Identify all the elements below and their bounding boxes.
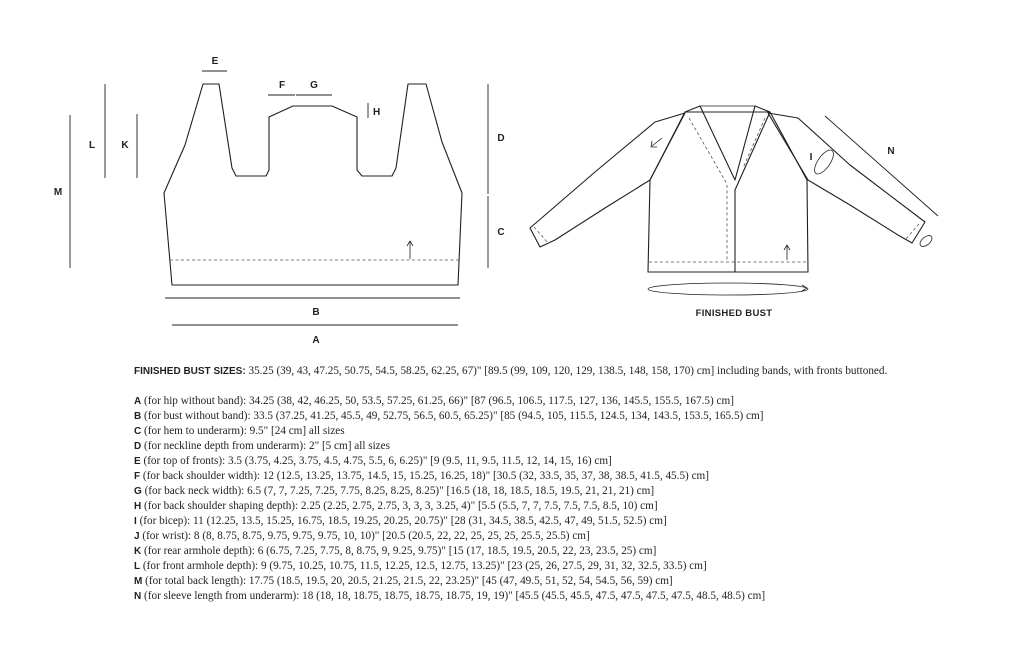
right-cuff-line bbox=[905, 224, 919, 240]
measurement-b bbox=[134, 409, 1014, 424]
measurement-text: (for total back length): 17.75 (18.5, 19.5, 20, 20.5, 21.25, 21.5, 22, 23.25)" [45 (47, 49.5, 51, 52, 54, 54.5, 56, 59) cm] bbox=[145, 575, 673, 587]
measurement-text: (for front armhole depth): 9 (9.75, 10.25, 10.75, 11.5, 12.25, 12.5, 12.75, 13.25)" [23 (25, 26, 27.5, 29, 31, 32, 32.5, 33.5) cm] bbox=[142, 560, 707, 572]
cardigan-body-outline bbox=[648, 112, 808, 272]
body-schematic bbox=[54, 56, 505, 346]
sleeve-direction-arrow bbox=[651, 138, 662, 147]
measurement-n bbox=[134, 589, 1014, 604]
dimension-n-line bbox=[825, 116, 938, 216]
measurement-key: L bbox=[134, 561, 141, 572]
front-band-dash-right bbox=[743, 118, 765, 168]
measurement-text: (for back shoulder width): 12 (12.5, 13.25, 13.75, 14.5, 15, 15.25, 16.25, 18)" [30.5 (32, 33.5, 35, 37, 38, 38.5, 41.5, 45.5) cm] bbox=[142, 470, 709, 482]
label-a: A bbox=[312, 335, 320, 346]
label-l: L bbox=[88, 140, 96, 151]
measurement-text: (for rear armhole depth): 6 (6.75, 7.25, 7.75, 8, 8.75, 9, 9.25, 9.75)" [15 (17, 18.5, 19.5, 20.5, 22, 23, 23.5, 25) cm] bbox=[144, 545, 657, 557]
measurement-key: H bbox=[134, 501, 142, 512]
measurement-key: A bbox=[134, 396, 142, 407]
measurement-g bbox=[134, 484, 1014, 499]
label-k: K bbox=[121, 140, 129, 151]
measurement-text: (for hem to underarm): 9.5" [24 cm] all sizes bbox=[144, 425, 345, 437]
measurement-text: (for hip without band): 34.25 (38, 42, 46.25, 50, 53.5, 57.25, 61.25, 66)" [87 (96.5, 106.5, 117.5, 127, 136, 145.5, 155.5, 167.5) cm] bbox=[144, 395, 734, 407]
finished-bust-sizes bbox=[134, 364, 1014, 379]
measurement-list bbox=[134, 394, 1014, 604]
label-e: E bbox=[211, 56, 219, 67]
finished-bust-caption: FINISHED BUST bbox=[695, 308, 773, 319]
finished-bust-sizes-text: 35.25 (39, 43, 47.25, 50.75, 54.5, 58.25, 62.25, 67)" [89.5 (99, 109, 120, 129, 138.5, 148, 158, 170) cm] including bands, with fronts buttoned. bbox=[248, 365, 888, 377]
bicep-ellipse bbox=[811, 147, 837, 177]
measurement-j bbox=[134, 529, 1014, 544]
measurement-key: K bbox=[134, 546, 142, 557]
label-b: B bbox=[312, 307, 320, 318]
measurement-k bbox=[134, 544, 1014, 559]
measurement-l bbox=[134, 559, 1014, 574]
measurement-key: G bbox=[134, 486, 142, 497]
cardigan-schematic bbox=[530, 106, 938, 319]
measurement-f bbox=[134, 469, 1014, 484]
measurement-m bbox=[134, 574, 1014, 589]
front-band-dash-left bbox=[689, 118, 727, 260]
measurement-text: (for bicep): 11 (12.25, 13.5, 15.25, 16.75, 18.5, 19.25, 20.25, 20.75)" [28 (31, 34.5, 38.5, 42.5, 47, 49, 51.5, 52.5) cm] bbox=[139, 515, 667, 527]
measurement-text: (for bust without band): 33.5 (37.25, 41.25, 45.5, 49, 52.75, 56.5, 60.5, 65.25)" [85 (94.5, 105, 115.5, 124.5, 134, 143.5, 153.5, 165.5) cm] bbox=[144, 410, 764, 422]
measurement-key: N bbox=[134, 591, 142, 602]
measurement-c bbox=[134, 424, 1014, 439]
label-c: C bbox=[497, 227, 505, 238]
measurement-key: F bbox=[134, 471, 141, 482]
label-h: H bbox=[373, 107, 381, 118]
measurement-i bbox=[134, 514, 1014, 529]
measurement-key: E bbox=[134, 456, 141, 467]
wrist-ellipse bbox=[918, 233, 934, 248]
label-i: I bbox=[809, 152, 813, 163]
label-d: D bbox=[497, 133, 505, 144]
measurement-key: I bbox=[134, 516, 137, 527]
measurement-key: C bbox=[134, 426, 142, 437]
body-outline bbox=[164, 84, 462, 285]
measurement-key: M bbox=[134, 576, 143, 587]
measurement-h bbox=[134, 499, 1014, 514]
label-m: M bbox=[53, 187, 63, 198]
measurement-text: (for sleeve length from underarm): 18 (18, 18, 18.75, 18.75, 18.75, 18.75, 19, 19)" [45.5 (45.5, 45.5, 47.5, 47.5, 47.5, 47.5, 48.5, 48.5) cm] bbox=[144, 590, 766, 602]
measurements-notes bbox=[134, 364, 1014, 604]
left-sleeve-outline bbox=[530, 113, 685, 247]
right-sleeve-outline bbox=[768, 113, 925, 243]
measurement-text: (for wrist): 8 (8, 8.75, 8.75, 9.75, 9.75, 9.75, 10, 10)" [20.5 (20.5, 22, 22, 25, 25, 25, 25.5, 25.5) cm] bbox=[142, 530, 590, 542]
label-f: F bbox=[278, 80, 286, 91]
measurement-e bbox=[134, 454, 1014, 469]
measurement-key: B bbox=[134, 411, 142, 422]
direction-arrow bbox=[407, 241, 413, 259]
label-g: G bbox=[310, 80, 318, 91]
measurement-a bbox=[134, 394, 1014, 409]
measurement-key: J bbox=[134, 531, 140, 542]
measurement-text: (for neckline depth from underarm): 2" [5 cm] all sizes bbox=[144, 440, 390, 452]
finished-bust-sizes-heading: FINISHED BUST SIZES: bbox=[134, 366, 246, 377]
finished-bust-ellipse bbox=[648, 283, 808, 295]
measurement-text: (for back shoulder shaping depth): 2.25 (2.25, 2.75, 2.75, 3, 3, 3, 3.25, 4)" [5.5 (5.5, 7, 7, 7.5, 7.5, 7.5, 8.5, 10) cm] bbox=[144, 500, 658, 512]
measurement-d bbox=[134, 439, 1014, 454]
label-n: N bbox=[887, 146, 895, 157]
neckline-outline bbox=[685, 106, 770, 272]
measurement-key: D bbox=[134, 441, 142, 452]
measurement-text: (for back neck width): 6.5 (7, 7, 7.25, 7.25, 7.75, 8.25, 8.25, 8.25)" [16.5 (18, 18, 18.5, 18.5, 19.5, 21, 21, 21) cm] bbox=[144, 485, 655, 497]
measurement-text: (for top of fronts): 3.5 (3.75, 4.25, 3.75, 4.5, 4.75, 5.5, 6, 6.25)" [9 (9.5, 11, 9.5, 11.5, 12, 14, 15, 16) cm] bbox=[143, 455, 612, 467]
cardigan-direction-arrow bbox=[784, 245, 790, 260]
